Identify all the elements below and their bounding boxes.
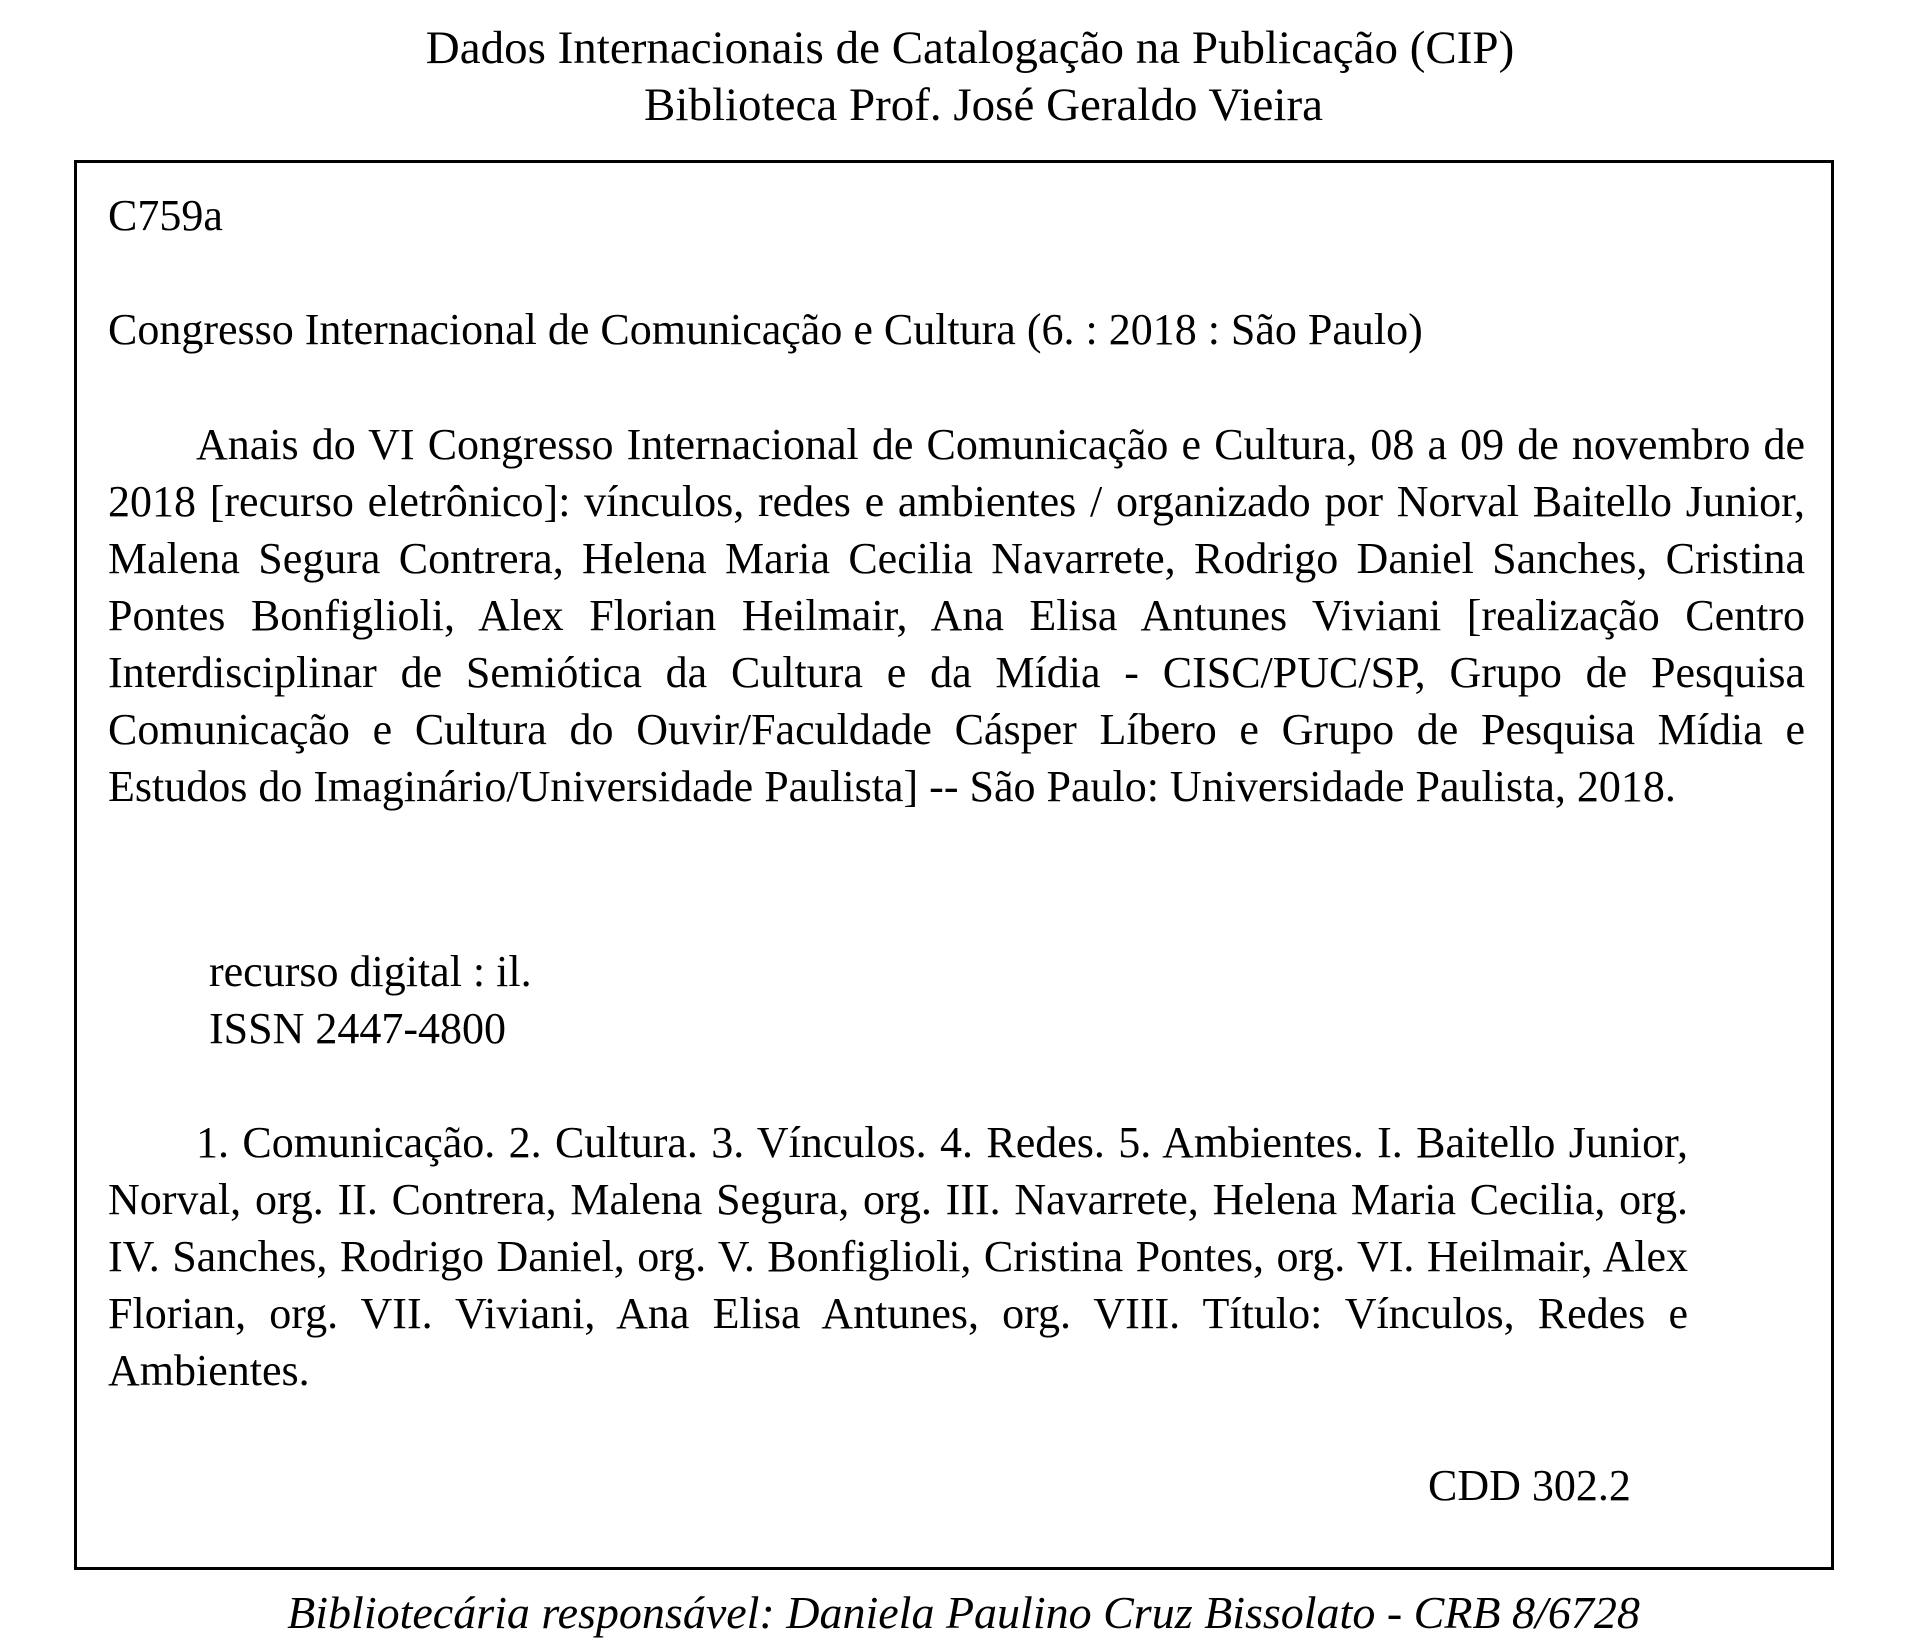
main-entry: Congresso Internacional de Comunicação e Cultura (6. : 2018 : São Paulo) bbox=[108, 305, 1423, 354]
cip-header bbox=[0, 20, 1905, 134]
physical-description-block bbox=[209, 943, 532, 1057]
issn: ISSN 2447-4800 bbox=[209, 1004, 507, 1053]
librarian-credit: Bibliotecária responsável: Daniela Paulino Cruz Bissolato - CRB 8/6728 bbox=[287, 1587, 1640, 1638]
physical-description: recurso digital : il. bbox=[209, 947, 532, 996]
call-number: C759a bbox=[108, 191, 223, 240]
cip-header-title: Dados Internacionais de Catalogação na Publicação (CIP) bbox=[425, 22, 1515, 74]
catalog-record-box bbox=[74, 160, 1834, 1570]
subject-headings: 1. Comunicação. 2. Cultura. 3. Vínculos. 4. Redes. 5. Ambientes. I. Baitello Junior, Norval, org. II. Contrera, Malena Segura, org. III. Navarrete, Helena Maria Cecilia, org. IV. Sanches, Rodrigo Daniel, org. V. Bonfiglioli, Cristina Pontes, org. VI. Heilmair, Alex Florian, org. VII. Viviani, Ana Elisa Antunes, org. VIII. Título: Vínculos, Redes e Ambientes. bbox=[108, 1118, 1688, 1395]
cdd-classification: CDD 302.2 bbox=[1428, 1461, 1631, 1510]
title-description: Anais do VI Congresso Internacional de Comunicação e Cultura, 08 a 09 de novembro de 2018 [recurso eletrônico]: vínculos, redes e ambientes / organizado por Norval Baitello Junior, Malena Segura Contrera, Helena Maria Cecilia Navarrete, Rodrigo Daniel Sanches, Cristina Pontes Bonfiglioli, Alex Florian Heilmair, Ana Elisa Antunes Viviani [realização Centro Interdisciplinar de Semiótica da Cultura e da Mídia - CISC/PUC/SP, Grupo de Pesquisa Comunicação e Cultura do Ouvir/Faculdade Cásper Líbero e Grupo de Pesquisa Mídia e Estudos do Imaginário/Universidade Paulista] -- São Paulo: Universidade Paulista, 2018. bbox=[108, 420, 1805, 811]
library-name: Biblioteca Prof. José Geraldo Vieira bbox=[644, 79, 1323, 131]
